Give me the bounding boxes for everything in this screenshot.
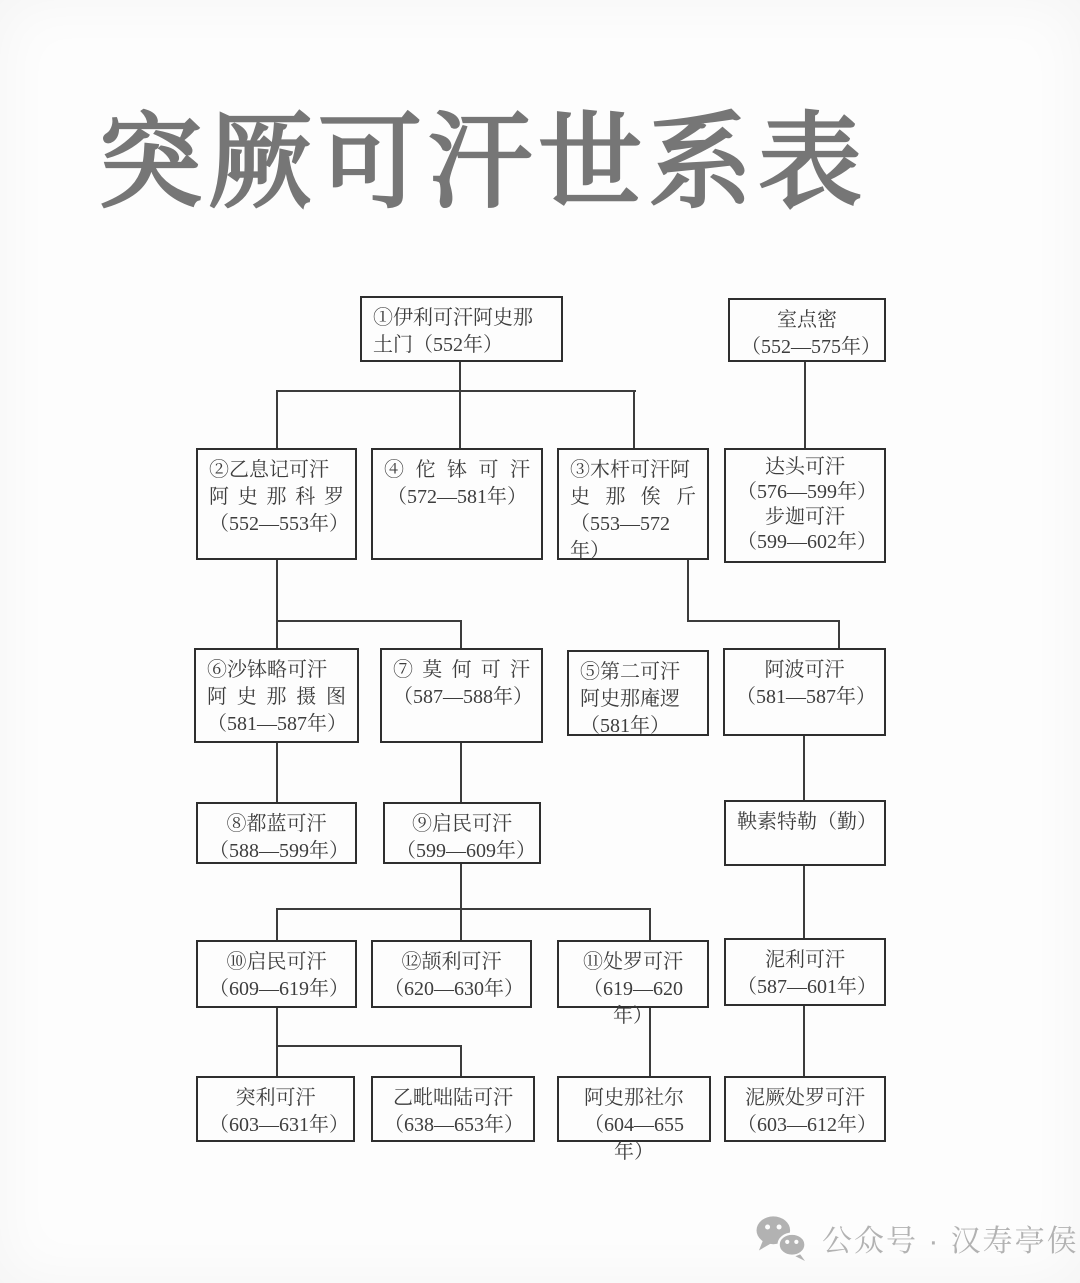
connector-line bbox=[276, 560, 278, 648]
node-text-line: （603—631年） bbox=[209, 1114, 349, 1136]
node-ashina-sheer bbox=[557, 1076, 711, 1163]
watermark-text: 公众号 · 汉寿亭侯 bbox=[822, 1225, 1079, 1258]
node-nili-qaghan bbox=[724, 938, 886, 1006]
node-text-line: （599—609年） bbox=[396, 840, 536, 862]
connector-line bbox=[276, 1008, 278, 1076]
node-text-line: （587—588年） bbox=[393, 686, 533, 708]
node-text-line: ⑪处罗可汗 bbox=[583, 951, 683, 973]
node-text-line: （609—619年） bbox=[209, 978, 349, 1000]
connector-line bbox=[276, 390, 278, 448]
node-text-line: ⑤第二可汗 bbox=[580, 661, 680, 683]
node-text-line: （572—581年） bbox=[387, 486, 527, 508]
node-text-line: （588—599年） bbox=[209, 840, 349, 862]
node-dier-qaghan bbox=[567, 650, 709, 736]
node-text-line: ⑥沙钵略可汗 bbox=[207, 659, 327, 681]
connector-line bbox=[276, 743, 278, 802]
node-text-line: 史那俟斤 bbox=[570, 486, 696, 508]
node-text-line: 泥厥处罗可汗 bbox=[745, 1087, 865, 1109]
connector-line bbox=[459, 362, 461, 390]
node-text-line: （603—612年） bbox=[737, 1114, 877, 1136]
node-text-line: ⑫颉利可汗 bbox=[401, 951, 502, 973]
node-text-line: 乙毗咄陆可汗 bbox=[393, 1087, 513, 1109]
node-text-line: ⑩启民可汗 bbox=[226, 951, 327, 973]
connector-line bbox=[276, 1045, 462, 1047]
node-text-line: ①伊利可汗阿史那 bbox=[373, 307, 533, 329]
connector-line bbox=[460, 620, 462, 648]
node-text-line: （552—575年） bbox=[741, 336, 881, 358]
node-shabolue-qaghan bbox=[194, 648, 359, 743]
connector-line bbox=[687, 560, 689, 620]
node-text-line: （581—587年） bbox=[207, 713, 347, 735]
connector-line bbox=[633, 390, 635, 448]
node-text-line: （552—553年） bbox=[209, 513, 349, 535]
connector-line bbox=[460, 743, 462, 802]
connector-line bbox=[276, 908, 651, 910]
connector-line bbox=[276, 620, 462, 622]
node-yipi-duolu bbox=[371, 1076, 535, 1142]
node-text-line: （599—602年） bbox=[737, 531, 877, 553]
node-tuli-qaghan bbox=[196, 1076, 355, 1142]
connector-line bbox=[276, 908, 278, 940]
node-mohe-qaghan bbox=[380, 648, 543, 743]
node-text-line: 阿史那科罗 bbox=[209, 486, 344, 508]
connector-line bbox=[804, 362, 806, 448]
node-text-line: 突利可汗 bbox=[235, 1087, 316, 1109]
node-text-line: 阿史那社尔 bbox=[584, 1087, 684, 1109]
node-illig-qaghan bbox=[360, 296, 563, 362]
connector-line bbox=[649, 908, 651, 940]
node-text-line: （638—653年） bbox=[384, 1114, 524, 1136]
node-datou-buqia bbox=[724, 448, 886, 563]
connector-line bbox=[460, 1045, 462, 1076]
node-qimin-qaghan-10 bbox=[196, 940, 357, 1008]
node-text-line: ⑦莫何可汗 bbox=[393, 659, 530, 681]
connector-line bbox=[276, 390, 636, 392]
node-text-line: ⑨启民可汗 bbox=[412, 813, 512, 835]
node-mugan-qaghan bbox=[557, 448, 709, 560]
node-tuobo-qaghan bbox=[371, 448, 543, 560]
connector-line bbox=[803, 1006, 805, 1076]
node-text-line: 阿波可汗 bbox=[764, 659, 845, 681]
connector-line bbox=[687, 620, 840, 622]
node-text-line: （620—630年） bbox=[384, 978, 524, 1000]
watermark bbox=[752, 1214, 1079, 1262]
connector-line bbox=[459, 390, 461, 448]
node-shidianmi bbox=[728, 298, 886, 362]
node-xieli-qaghan bbox=[371, 940, 532, 1008]
node-text-line: ④佗钵可汗 bbox=[384, 459, 530, 481]
wechat-icon bbox=[752, 1214, 810, 1262]
node-dulan-qaghan bbox=[196, 802, 357, 864]
node-text-line: （553—572年） bbox=[570, 513, 670, 562]
node-text-line: ③木杆可汗阿 bbox=[570, 459, 690, 481]
node-yixiji-qaghan bbox=[196, 448, 357, 560]
node-text-line: ⑧都蓝可汗 bbox=[226, 813, 327, 835]
connector-line bbox=[838, 620, 840, 648]
node-text-line: 达头可汗 bbox=[765, 456, 845, 478]
node-text-line: （576—599年） bbox=[737, 481, 877, 503]
connector-line bbox=[460, 908, 462, 940]
node-apo-qaghan bbox=[723, 648, 886, 736]
connector-line bbox=[460, 864, 462, 908]
connector-line bbox=[803, 736, 805, 800]
node-text-line: （619—620年） bbox=[583, 978, 683, 1027]
node-text-line: （581—587年） bbox=[736, 686, 876, 708]
node-text-line: 土门（552年） bbox=[373, 334, 503, 356]
node-text-line: （581年） bbox=[580, 715, 670, 737]
page-title: 突厥可汗世系表 bbox=[98, 105, 869, 221]
node-text-line: 阿史那庵逻 bbox=[580, 688, 680, 710]
node-text-line: （604—655年） bbox=[584, 1114, 684, 1163]
node-text-line: 阿史那摄图 bbox=[207, 686, 346, 708]
node-text-line: （587—601年） bbox=[737, 976, 877, 998]
node-qimin-qaghan bbox=[383, 802, 541, 864]
node-text-line: 泥利可汗 bbox=[765, 949, 845, 971]
node-nijue-chuluo bbox=[724, 1076, 886, 1142]
node-text-line: 鞅素特勒（勤） bbox=[737, 811, 877, 833]
node-yangsu-tele bbox=[724, 800, 886, 866]
node-text-line: 室点密 bbox=[777, 309, 837, 331]
node-text-line: 步迦可汗 bbox=[765, 506, 845, 528]
node-chuluo-qaghan bbox=[557, 940, 709, 1027]
connector-line bbox=[803, 866, 805, 938]
node-text-line: ②乙息记可汗 bbox=[209, 459, 329, 481]
